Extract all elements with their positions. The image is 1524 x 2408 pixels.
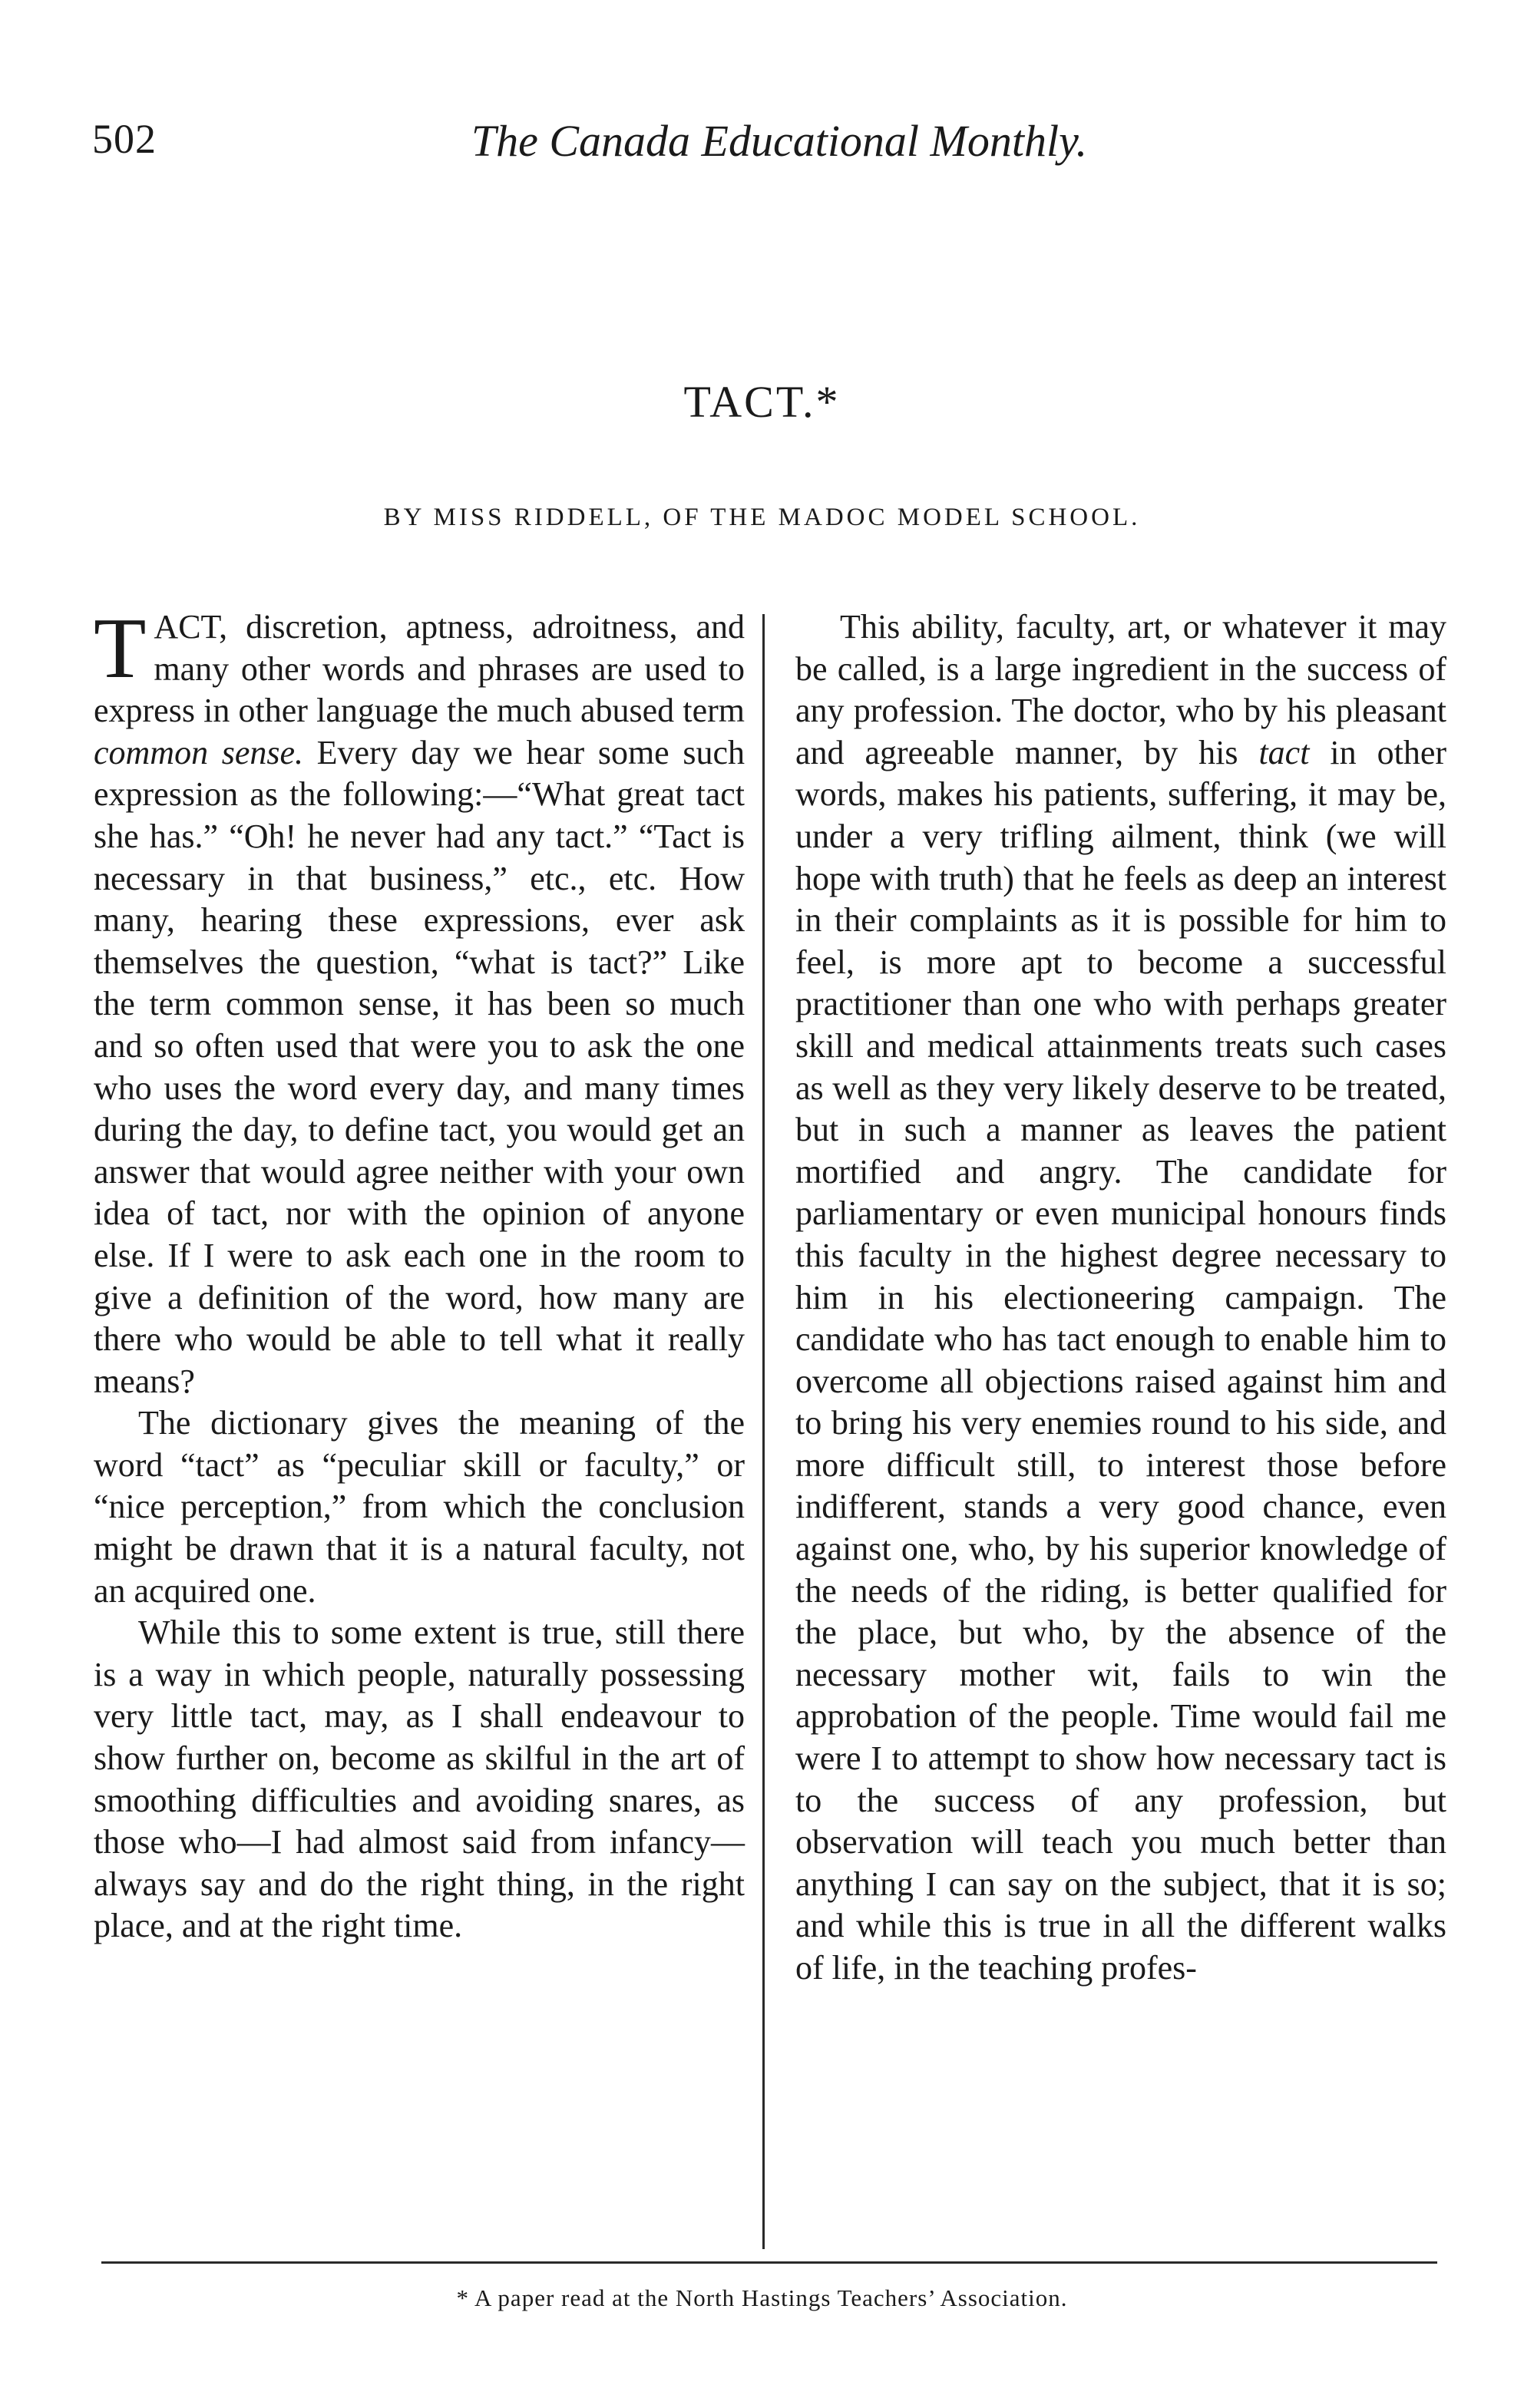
paragraph-2: The dictionary gives the meaning of the word “tact” as “peculiar skill or faculty,” or “nice perception,” from which the conclusion might be drawn that it is a natural faculty, not an acquired one.: [94, 1404, 745, 1610]
drop-cap: T: [94, 601, 147, 696]
paragraph-4: [795, 606, 1446, 1990]
footnote-mark: *: [456, 2284, 469, 2311]
paragraph-4-italic: tact: [1258, 733, 1310, 771]
footnote-divider: [101, 2261, 1437, 2264]
article-title: TACT.*: [683, 377, 841, 427]
paragraph-4-text-b: in other words, makes his patients, suffering, it may be, under a very trifling ailment, think (we will hope with truth) that he feels as deep an interest in their complaints as it is possible for him to feel, is more apt to become a successful practitioner than one who with perhaps greater skill and medical attainments treats such cases as well as they very likely deserve to be treated, but in such a manner as leaves the patient mortified and angry. The candidate for parliamentary or even municipal honours finds this faculty in the highest degree necessary to him in his electioneering campaign. The candidate who has tact enough to enable him to overcome all objections raised against him and to bring his very enemies round to his side, and more difficult still, to interest those before indifferent, stands a very good chance, even against one, who, by his superior knowledge of the needs of the riding, is better qualified for the place, but who, by the absence of the necessary mother wit, fails to win the approbation of the people. Time would fail me were I to attempt to show how necessary tact is to the success of any profession, but observation will teach you much better than anything I can say on the subject, that it is so; and while this is true in all the different walks of life, in the teaching profes-: [795, 733, 1446, 1987]
article-byline: BY MISS RIDDELL, OF THE MADOC MODEL SCHOOL.: [383, 504, 1141, 531]
paragraph-1-text-b: Every day we hear some such expression as the following:—“What great tact she has.” “Oh! he never had any tact.” “Tact is necessary in that business,” etc., etc. How many, hearing these expressions, ever ask themselves the question, “what is tact?” Like the term common sense, it has been so much and so often used that were you to ask the one who uses the word every day, and many times during the day, to define tact, you would get an answer that would agree neither with your own idea of tact, nor with the opinion of anyone else. If I were to ask each one in the room to give a definition of the word, how many are there who would be able to tell what it really means?: [94, 733, 745, 1400]
footnote-text: A paper read at the North Hastings Teachers’ Association.: [468, 2284, 1068, 2311]
paragraph-1-italic: common sense.: [94, 733, 304, 771]
right-column: [795, 606, 1446, 1990]
journal-title: The Canada Educational Monthly.: [471, 116, 1088, 166]
running-head: [92, 115, 1466, 184]
paragraph-3: While this to some extent is true, still there is a way in which people, naturally possessing very little tact, may, as I shall endeavour to show further on, become as skilful in the art of smoothing difficulties and avoiding snares, as those who—I had almost said from infancy—always say and do the right thing, in the right place, and at the right time.: [94, 1614, 745, 1945]
page-number: 502: [92, 116, 157, 162]
column-divider: [762, 614, 765, 2249]
paragraph-1: [94, 601, 745, 1402]
footnote: [0, 2284, 1524, 2312]
left-column: [94, 601, 745, 1947]
paragraph-4-text-a: This ability, faculty, art, or whatever it may be called, is a large ingredient in the success of any profession. The doctor, who by his pleasant and agreeable manner, by his: [795, 608, 1446, 771]
paragraph-1-text-a: ACT, discretion, aptness, adroitness, and many other words and phrases are used to express in other language the much abused term: [94, 608, 745, 730]
